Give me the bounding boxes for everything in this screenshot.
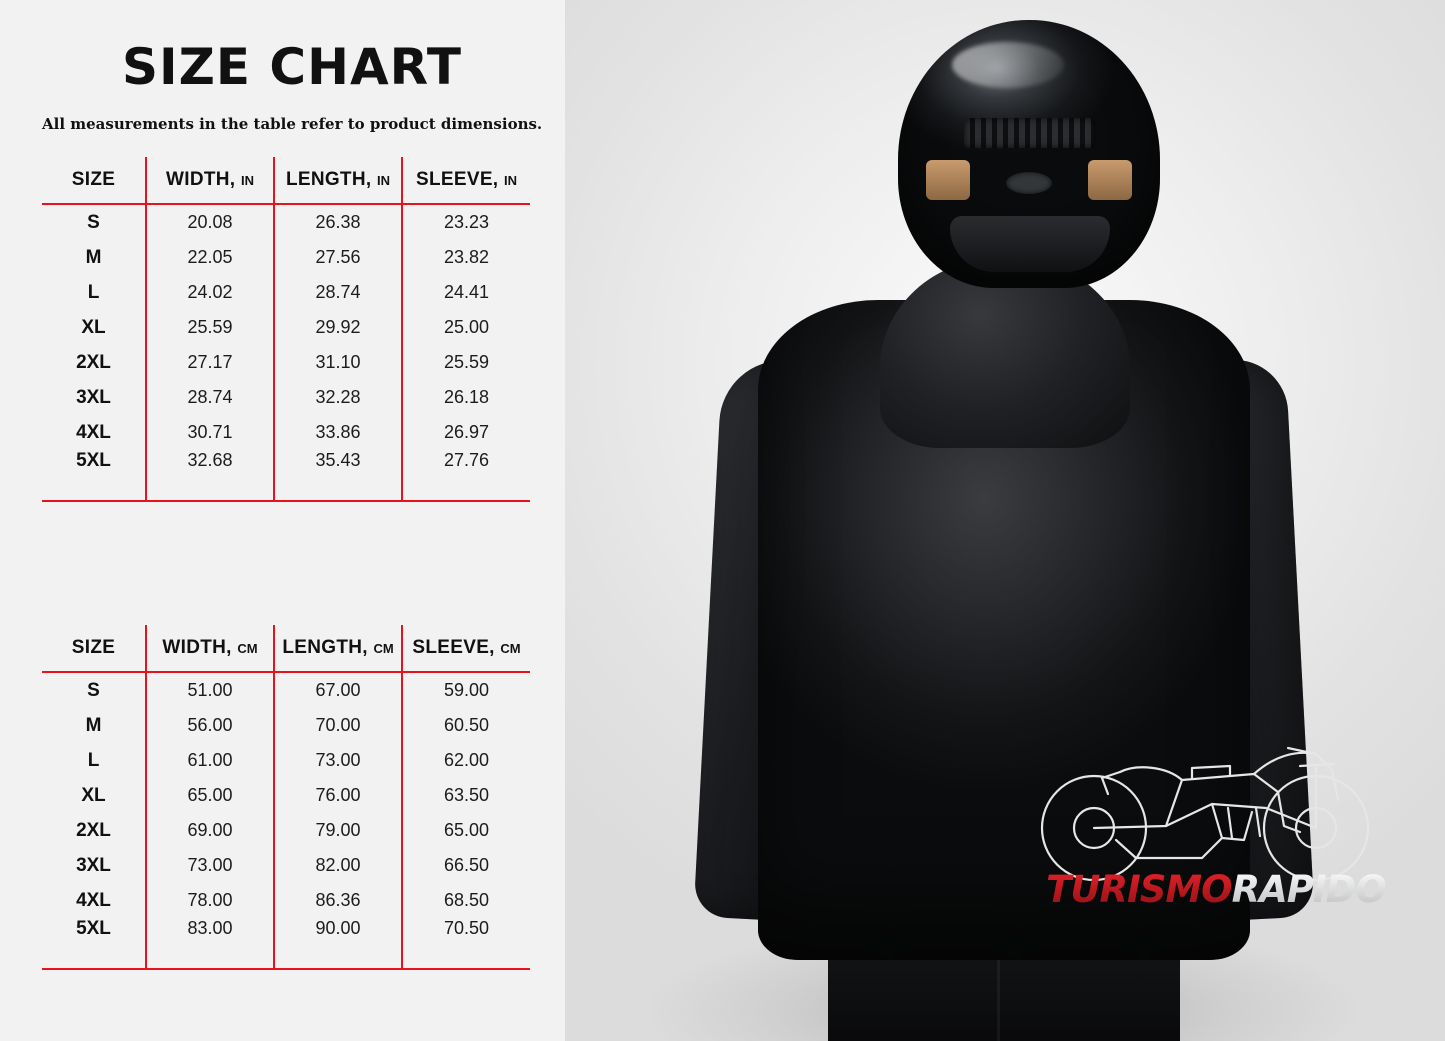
cell-length: 79.00 xyxy=(274,813,402,848)
cell-sleeve: 70.50 xyxy=(402,918,530,969)
cell-size: 2XL xyxy=(42,813,146,848)
cell-width: 25.59 xyxy=(146,310,274,345)
table-row xyxy=(42,415,530,450)
cell-length: 28.74 xyxy=(274,275,402,310)
cell-sleeve: 25.00 xyxy=(402,310,530,345)
size-table-inches xyxy=(42,157,530,502)
cell-length: 35.43 xyxy=(274,450,402,501)
table-header-row xyxy=(42,157,530,204)
cell-sleeve: 23.23 xyxy=(402,204,530,240)
col-header-length: LENGTH, IN xyxy=(274,157,402,204)
helmet xyxy=(898,20,1160,288)
cell-length: 67.00 xyxy=(274,672,402,708)
table-row xyxy=(42,450,530,501)
cell-sleeve: 68.50 xyxy=(402,883,530,918)
helmet-highlight xyxy=(952,42,1064,88)
cell-width: 30.71 xyxy=(146,415,274,450)
cell-sleeve: 62.00 xyxy=(402,743,530,778)
col-header-width: WIDTH, CM xyxy=(146,625,274,672)
col-header-sleeve: SLEEVE, IN xyxy=(402,157,530,204)
col-header-sleeve: SLEEVE, CM xyxy=(402,625,530,672)
cell-sleeve: 27.76 xyxy=(402,450,530,501)
col-header-width: WIDTH, IN xyxy=(146,157,274,204)
table-row xyxy=(42,672,530,708)
helmet-badge xyxy=(1006,172,1052,194)
cell-length: 32.28 xyxy=(274,380,402,415)
cell-length: 76.00 xyxy=(274,778,402,813)
cell-size: 4XL xyxy=(42,415,146,450)
table-row xyxy=(42,813,530,848)
cell-sleeve: 26.18 xyxy=(402,380,530,415)
size-chart-panel xyxy=(0,0,565,1041)
cell-width: 24.02 xyxy=(146,275,274,310)
cell-width: 28.74 xyxy=(146,380,274,415)
cell-width: 27.17 xyxy=(146,345,274,380)
helmet-vent-icon xyxy=(964,118,1096,148)
table-row xyxy=(42,743,530,778)
cell-width: 65.00 xyxy=(146,778,274,813)
col-header-size: SIZE xyxy=(42,625,146,672)
cell-width: 78.00 xyxy=(146,883,274,918)
cell-sleeve: 66.50 xyxy=(402,848,530,883)
print-word-turismo: TURISMO xyxy=(1046,868,1232,911)
cell-sleeve: 26.97 xyxy=(402,415,530,450)
table-row xyxy=(42,310,530,345)
cell-sleeve: 63.50 xyxy=(402,778,530,813)
cell-width: 32.68 xyxy=(146,450,274,501)
cell-length: 86.36 xyxy=(274,883,402,918)
size-table-cm xyxy=(42,625,530,970)
cell-size: XL xyxy=(42,310,146,345)
back-print xyxy=(1016,708,1416,938)
cell-length: 82.00 xyxy=(274,848,402,883)
col-header-length: LENGTH, CM xyxy=(274,625,402,672)
col-header-size: SIZE xyxy=(42,157,146,204)
table-row xyxy=(42,778,530,813)
cell-width: 51.00 xyxy=(146,672,274,708)
table-header-row xyxy=(42,625,530,672)
cell-size: XL xyxy=(42,778,146,813)
cell-size: 4XL xyxy=(42,883,146,918)
table-row xyxy=(42,708,530,743)
cell-sleeve: 25.59 xyxy=(402,345,530,380)
cell-sleeve: 59.00 xyxy=(402,672,530,708)
cell-size: L xyxy=(42,275,146,310)
cell-length: 29.92 xyxy=(274,310,402,345)
cell-width: 56.00 xyxy=(146,708,274,743)
helmet-pad-left xyxy=(926,160,970,200)
cell-width: 61.00 xyxy=(146,743,274,778)
cell-size: 3XL xyxy=(42,848,146,883)
table-row xyxy=(42,380,530,415)
cell-length: 31.10 xyxy=(274,345,402,380)
cell-sleeve: 23.82 xyxy=(402,240,530,275)
cell-size: 5XL xyxy=(42,918,146,969)
cell-size: L xyxy=(42,743,146,778)
cell-length: 26.38 xyxy=(274,204,402,240)
cell-sleeve: 65.00 xyxy=(402,813,530,848)
cell-sleeve: 60.50 xyxy=(402,708,530,743)
helmet-pad-right xyxy=(1088,160,1132,200)
cell-size: 3XL xyxy=(42,380,146,415)
cell-size: 2XL xyxy=(42,345,146,380)
cell-width: 73.00 xyxy=(146,848,274,883)
cell-width: 83.00 xyxy=(146,918,274,969)
table-row xyxy=(42,883,530,918)
model-figure xyxy=(560,0,1445,1041)
cell-size: M xyxy=(42,240,146,275)
cell-width: 20.08 xyxy=(146,204,274,240)
cell-size: S xyxy=(42,672,146,708)
page-title: SIZE CHART xyxy=(122,38,463,96)
table-row xyxy=(42,848,530,883)
cell-size: M xyxy=(42,708,146,743)
table-row xyxy=(42,918,530,969)
page-subtitle: All measurements in the table refer to product dimensions. xyxy=(42,115,543,133)
cell-length: 33.86 xyxy=(274,415,402,450)
cell-width: 69.00 xyxy=(146,813,274,848)
table-row xyxy=(42,275,530,310)
table-row xyxy=(42,204,530,240)
helmet-chin-bar xyxy=(950,216,1110,272)
print-word-rapido: RAPIDO xyxy=(1231,868,1386,911)
print-wordmark xyxy=(1016,868,1416,911)
table-row xyxy=(42,240,530,275)
cell-length: 90.00 xyxy=(274,918,402,969)
cell-sleeve: 24.41 xyxy=(402,275,530,310)
cell-length: 73.00 xyxy=(274,743,402,778)
cell-width: 22.05 xyxy=(146,240,274,275)
table-row xyxy=(42,345,530,380)
product-photo xyxy=(560,0,1445,1041)
cell-size: 5XL xyxy=(42,450,146,501)
cell-length: 70.00 xyxy=(274,708,402,743)
cell-length: 27.56 xyxy=(274,240,402,275)
cell-size: S xyxy=(42,204,146,240)
